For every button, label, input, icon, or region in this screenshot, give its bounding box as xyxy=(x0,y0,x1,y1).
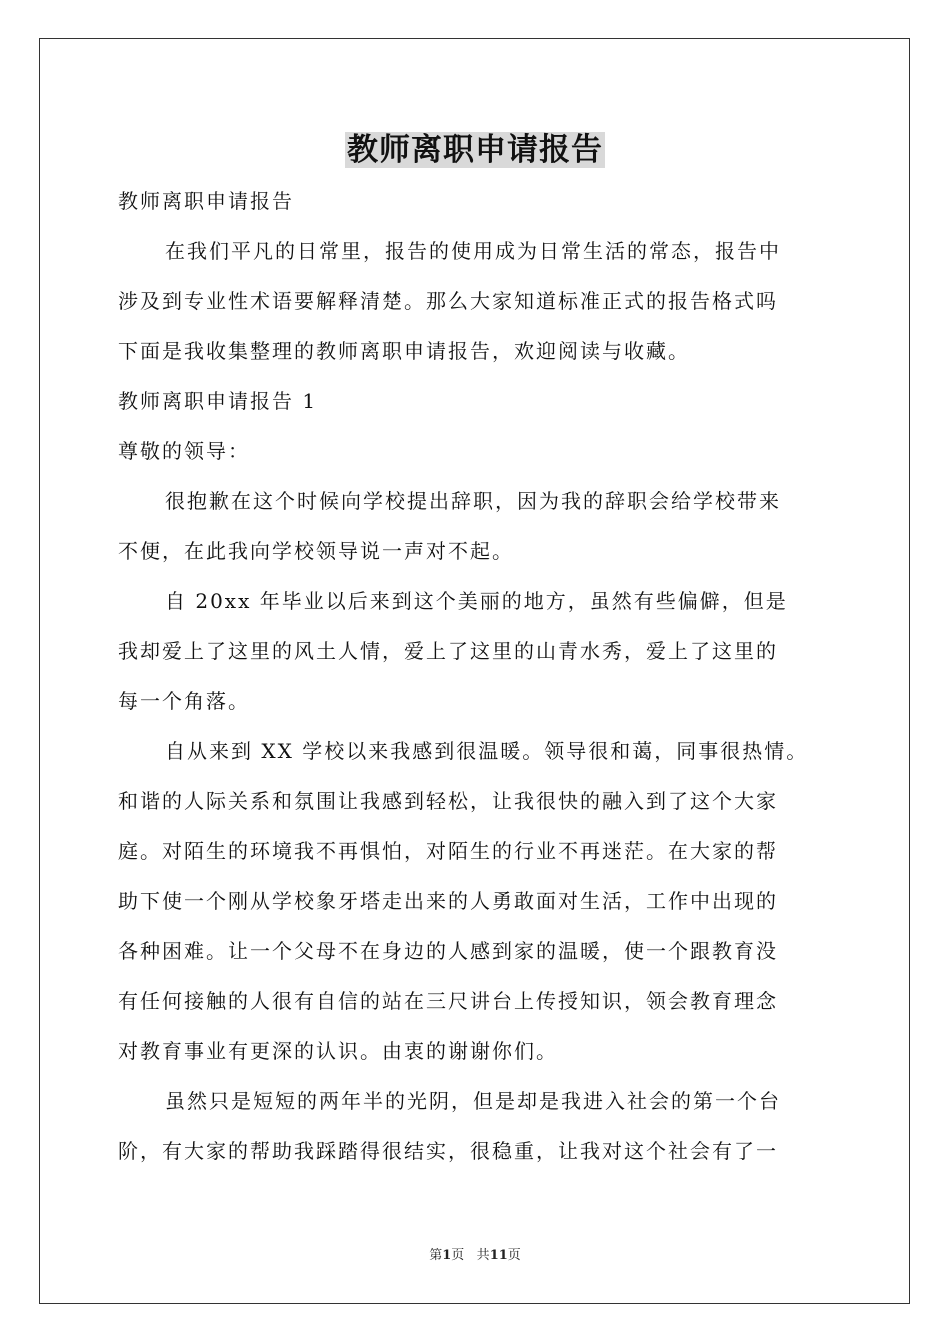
text-line: 对教育事业有更深的认识。由衷的谢谢你们。 xyxy=(118,1039,558,1063)
footer-page-prefix: 第 xyxy=(429,1248,443,1263)
footer-current-page: 1 xyxy=(442,1248,452,1263)
text-line: 虽然只是短短的两年半的光阴，但是却是我进入社会的第一个台 xyxy=(165,1089,781,1113)
text-line: 有任何接触的人很有自信的站在三尺讲台上传授知识，领会教育理念 xyxy=(118,989,778,1013)
text-line: 涉及到专业性术语要解释清楚。那么大家知道标准正式的报告格式吗 xyxy=(118,289,778,313)
text-line: 助下使一个刚从学校象牙塔走出来的人勇敢面对生活，工作中出现的 xyxy=(118,889,778,913)
text-line: 各种困难。让一个父母不在身边的人感到家的温暖，使一个跟教育没 xyxy=(118,939,778,963)
text-line: 下面是我收集整理的教师离职申请报告，欢迎阅读与收藏。 xyxy=(118,339,690,363)
footer-page-suffix: 页 xyxy=(451,1248,465,1263)
footer-total-pages: 11 xyxy=(489,1248,508,1263)
text-line: 教师离职申请报告 1 xyxy=(118,389,318,413)
text-line: 尊敬的领导： xyxy=(118,439,250,463)
paragraph-lines xyxy=(118,226,858,1176)
text-line: 我却爱上了这里的风土人情，爱上了这里的山青水秀，爱上了这里的 xyxy=(118,639,778,663)
document-title-text: 教师离职申请报告 xyxy=(347,132,603,168)
page-footer xyxy=(0,1246,950,1266)
text-line: 和谐的人际关系和氛围让我感到轻松，让我很快的融入到了这个大家 xyxy=(118,789,778,813)
text-line: 阶，有大家的帮助我踩踏得很结实，很稳重，让我对这个社会有了一 xyxy=(118,1139,778,1163)
footer-total-prefix: 共 xyxy=(476,1248,490,1263)
document-body xyxy=(118,176,858,1176)
footer-total-suffix: 页 xyxy=(507,1248,521,1263)
text-line: 庭。对陌生的环境我不再惧怕，对陌生的行业不再迷茫。在大家的帮 xyxy=(118,839,778,863)
document-title xyxy=(0,128,950,172)
text-line: 自从来到 XX 学校以来我感到很温暖。领导很和蔼，同事很热情。 xyxy=(165,739,809,763)
document-subtitle: 教师离职申请报告 xyxy=(118,189,294,213)
text-line: 不便，在此我向学校领导说一声对不起。 xyxy=(118,539,514,563)
text-line: 每一个角落。 xyxy=(118,689,250,713)
text-line: 在我们平凡的日常里，报告的使用成为日常生活的常态，报告中 xyxy=(165,239,781,263)
text-line: 自 20xx 年毕业以后来到这个美丽的地方，虽然有些偏僻，但是 xyxy=(165,589,788,613)
text-line: 很抱歉在这个时候向学校提出辞职，因为我的辞职会给学校带来 xyxy=(165,489,781,513)
